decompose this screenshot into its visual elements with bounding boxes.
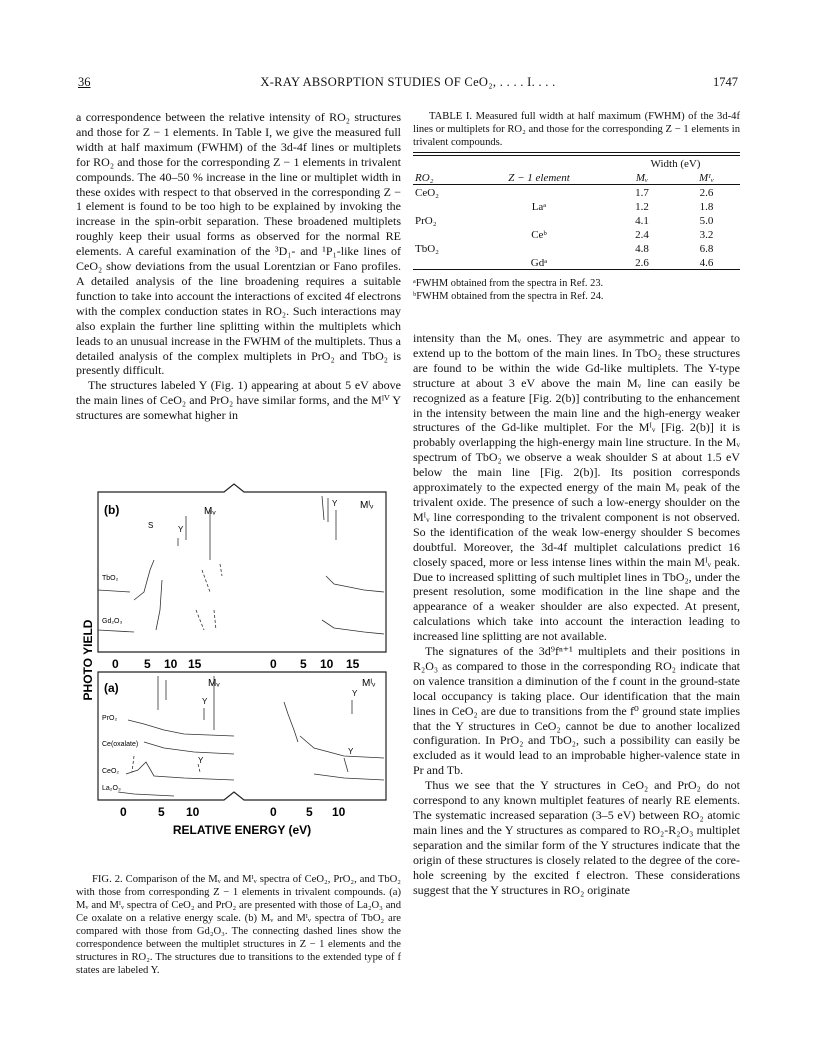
cell: TbO₂ bbox=[415, 243, 439, 255]
cell: 2.6 bbox=[635, 257, 649, 269]
cell: CeO₂ bbox=[415, 187, 439, 199]
spectrum-line bbox=[300, 736, 384, 758]
tick-label: 0 bbox=[270, 657, 277, 671]
cell: 4.6 bbox=[699, 257, 714, 269]
paragraph: Thus we see that the Y structures in CeO₂ and PrO₂ do not correspond to any known multiplet features of nearly RE elements. The systematic increased separation (3–5 eV) between RO₂ atomic main lines and the Y structures as compared to RO₂-R₂O₃ multiplet separation and the similar form of the Y structures indicate that the origin of these structures is closely related to the degree of the core-hole screening by the excited f electron. These considerations suggest that the Y structures in RO₂ originate bbox=[413, 778, 740, 897]
panel-b-miv-label: Mᴵᵥ bbox=[360, 500, 374, 511]
cell: 6.8 bbox=[699, 243, 714, 255]
footnote: ᵇFWHM obtained from the spectra in Ref. 24. bbox=[413, 291, 604, 302]
right-column-text bbox=[413, 331, 740, 897]
panel-b-curve-label: TbO₂ bbox=[102, 575, 119, 582]
table-row bbox=[413, 227, 740, 241]
tick-label: 5 bbox=[300, 657, 307, 671]
tick-label: 5 bbox=[306, 805, 313, 819]
panel-a-mv-label: Mᵥ bbox=[208, 678, 220, 689]
spectrum-line bbox=[118, 792, 174, 796]
panel-a-curve-label: Ce(oxalate) bbox=[102, 741, 139, 748]
dashed-connector bbox=[196, 564, 222, 630]
tick-label: 10 bbox=[186, 805, 200, 819]
spectrum-line bbox=[314, 774, 384, 780]
spectrum-line bbox=[126, 762, 234, 780]
tick-label: 0 bbox=[270, 805, 277, 819]
width-header: Width (eV) bbox=[650, 158, 701, 170]
tick-label: 15 bbox=[346, 657, 360, 671]
panel-a-frame bbox=[98, 672, 386, 800]
y-axis-label: PHOTO YIELD bbox=[81, 619, 95, 701]
table-1 bbox=[413, 110, 740, 303]
tick-label: 5 bbox=[158, 805, 165, 819]
footnote: ᵃFWHM obtained from the spectra in Ref. 23. bbox=[413, 278, 604, 289]
cell: 1.2 bbox=[635, 201, 649, 213]
panel-b-y2-label: Y bbox=[332, 499, 338, 508]
cell bbox=[413, 255, 467, 270]
table-caption: TABLE I. Measured full width at half maximum (FWHM) of the 3d-4f lines or multiplets for RO₂ and those for the corresponding Z − 1 elements in trivalent compounds. bbox=[413, 111, 740, 148]
col-header: Z − 1 element bbox=[508, 172, 570, 184]
running-head bbox=[78, 75, 738, 93]
table-row bbox=[413, 185, 740, 200]
paragraph: The structures labeled Y (Fig. 1) appearing at about 5 eV above the main lines of CeO₂ and PrO₂ have similar forms, and the Mᴵⱽ Y structures are somewhat higher in bbox=[76, 378, 401, 423]
panel-a-curve-label: La₂O₃ bbox=[102, 785, 121, 792]
figure-caption: FIG. 2. Comparison of the Mᵥ and Mᴵᵥ spectra of CeO₂, PrO₂, and TbO₂ with those from corresponding Z − 1 elements in trivalent compounds. (a) Mᵥ and Mᴵᵥ spectra of CeO₂ and PrO₂ are presented with those of La₂O₃ and Ce oxalate on a relative energy scale. (b) Mᵥ and Mᴵᵥ spectra of TbO₂ are compared with those from Gd₂O₃. The connecting dashed lines show the correspondence between the multiplet structures in Z − 1 elements and the structures in RO₂. The structures due to transitions to the extended type of f states are labeled Y. bbox=[76, 874, 401, 976]
tick-label: 10 bbox=[320, 657, 334, 671]
spectrum-line bbox=[156, 580, 162, 630]
panel-b-curve-label: Gd₂O₃ bbox=[102, 618, 123, 625]
cell: 4.1 bbox=[635, 215, 649, 227]
spectrum-line bbox=[144, 742, 234, 754]
panel-b-frame bbox=[98, 484, 386, 652]
paragraph: The signatures of the 3d⁹fⁿ⁺¹ multiplets and their positions in R₂O₃ as compared to those in the corresponding RO₂ indicate that on valence transition a diminution of the f count in the ground-state local occupancy is taking place. Our identification that the main lines in CeO₂ are due to transitions from the f⁰ ground state implies that the Y structures in CeO₂ cannot be due to another localized configuration. In PrO₂ and TbO₂, such a possibility can easily be excluded as it would lead to an improbable higher-valence state in Pr and Tb. bbox=[413, 644, 740, 778]
spectrum-line bbox=[178, 510, 210, 560]
spectrum-line bbox=[98, 590, 134, 632]
figure-2 bbox=[74, 480, 404, 860]
cell: 4.8 bbox=[635, 243, 649, 255]
spectrum-line bbox=[322, 620, 384, 634]
cell bbox=[413, 199, 467, 213]
col-header: Mᴵᵥ bbox=[698, 172, 715, 184]
x-axis-label: RELATIVE ENERGY (eV) bbox=[172, 823, 312, 837]
panel-b-mv-label: Mᵥ bbox=[204, 506, 216, 517]
paragraph: intensity than the Mᵥ ones. They are asymmetric and appear to extend up to the bottom of the main lines. In TbO₂ these structures are found to be within the wide Gd-like multiplets. The Y-type structure at about 3 eV above the main Mᵥ line can easily be recognized as a feature [Fig. 2(b)] contributing to the enhancement in the intensity between the main line and the high-energy weaker structures of the Gd-like multiplet. For the Mᴵᵥ [Fig. 2(b)] it is probably overlapping the high-energy main line structure. In the Mᵥ spectrum of TbO₂ we observe a weak shoulder S at about 1.5 eV below the main line [Fig. 2(b)]. Its position corresponds approximately to the expected energy of the main Mᵥ peak of the trivalent oxide. The presence of such a low-energy shoulder on the Mᴵᵥ line corresponding to the trivalent component is not observed. So the identification of the weak low-energy shoulder S becomes doubtful. Moreover, the 3d-4f multiplet calculations predict 16 closely spaced, more or less intense lines within the main Mᴵᵥ peak. Due to increased splitting of such multiplet lines in TbO₂, under the present resolution, some modification in the line shape and the appearance of a weaker shoulder are also expected. At present, calculations which take into account the interaction leading to increased line splitting are not available. bbox=[413, 331, 740, 644]
tick-label: 10 bbox=[164, 657, 178, 671]
cell: 2.4 bbox=[635, 229, 649, 241]
cell: Ceᵇ bbox=[531, 229, 547, 241]
table-footnotes bbox=[413, 277, 740, 303]
cell bbox=[467, 213, 611, 227]
tick-label: 15 bbox=[188, 657, 202, 671]
cell: Laᵃ bbox=[531, 201, 547, 213]
panel-b-s-label: S bbox=[148, 521, 154, 530]
paragraph: a correspondence between the relative intensity of RO₂ structures and those for Z − 1 elements. In Table I, we give the measured full width at half maximum (FWHM) of the 3d-4f lines or multiplets for RO₂ and those for the corresponding Z − 1 elements in trivalent compounds. The 40–50 % increase in the line or multiplet width in these oxides with respect to that observed in the corresponding Z − 1 element is found to be too high to be explained by invoking the increase in the spin-orbit separation. These broadened multiplets roughly keep their usual forms as observed for the normal RE elements. A careful examination of the ³D₁- and ¹P₁-like lines of CeO₂ show deviations from the usual Lorentzian or Fano profiles. A detailed analysis of the line broadening requires a suitable function to take into account the interactions of excited 4f electrons with the complex conduction states in RO₂. Such interactions may also explain the further line splitting within the multiplets which leads to an unusual increase in the FWHM of the multiplets. Thus a detailed analysis of the complex multiplets in PrO₂ and TbO₂ is presently difficult. bbox=[76, 110, 401, 378]
col-header: RO₂ bbox=[415, 172, 434, 184]
table-row bbox=[413, 199, 740, 213]
tick-label: 0 bbox=[120, 805, 127, 819]
panel-a-label: (a) bbox=[104, 681, 119, 695]
tick-label: 0 bbox=[112, 657, 119, 671]
cell: 1.8 bbox=[699, 201, 714, 213]
panel-a-y-label: Y bbox=[348, 747, 354, 756]
cell: 1.7 bbox=[635, 187, 649, 199]
cell: 2.6 bbox=[699, 187, 714, 199]
running-title: X-RAY ABSORPTION STUDIES OF CeO₂, . . . . I. . . . bbox=[260, 75, 556, 89]
tick-label: 5 bbox=[144, 657, 151, 671]
panel-a-y-label: Y bbox=[352, 689, 358, 698]
table-row bbox=[413, 241, 740, 255]
table-body bbox=[413, 156, 740, 270]
cell bbox=[467, 185, 611, 200]
col-header: Mᵥ bbox=[635, 172, 649, 184]
volume-number: 36 bbox=[78, 75, 91, 89]
table-row bbox=[413, 213, 740, 227]
left-column-text bbox=[76, 110, 401, 423]
table-row bbox=[413, 255, 740, 270]
cell: 3.2 bbox=[699, 229, 714, 241]
spectrum-line bbox=[284, 702, 298, 742]
cell bbox=[413, 227, 467, 241]
cell bbox=[467, 241, 611, 255]
dashed-connector bbox=[132, 756, 200, 772]
panel-b bbox=[98, 484, 386, 671]
panel-a-y-label: Y bbox=[198, 756, 204, 765]
tick-label: 10 bbox=[332, 805, 346, 819]
page-number: 1747 bbox=[713, 75, 738, 89]
panel-a-miv-label: Mᴵᵥ bbox=[362, 678, 376, 689]
panel-a-curve-label: CeO₂ bbox=[102, 768, 120, 775]
spectrum-line bbox=[128, 720, 234, 736]
cell: 5.0 bbox=[699, 215, 714, 227]
cell: Gdᵃ bbox=[530, 257, 548, 269]
panel-b-label: (b) bbox=[104, 503, 120, 517]
spectrum-line bbox=[344, 700, 352, 772]
panel-a-y-label: Y bbox=[202, 697, 208, 706]
spectrum-line bbox=[326, 576, 384, 592]
panel-b-y-label: Y bbox=[178, 525, 184, 534]
spectrum-line bbox=[134, 560, 154, 600]
panel-a bbox=[98, 672, 386, 819]
cell: PrO₂ bbox=[415, 215, 437, 227]
panel-a-curve-label: PrO₂ bbox=[102, 715, 118, 722]
